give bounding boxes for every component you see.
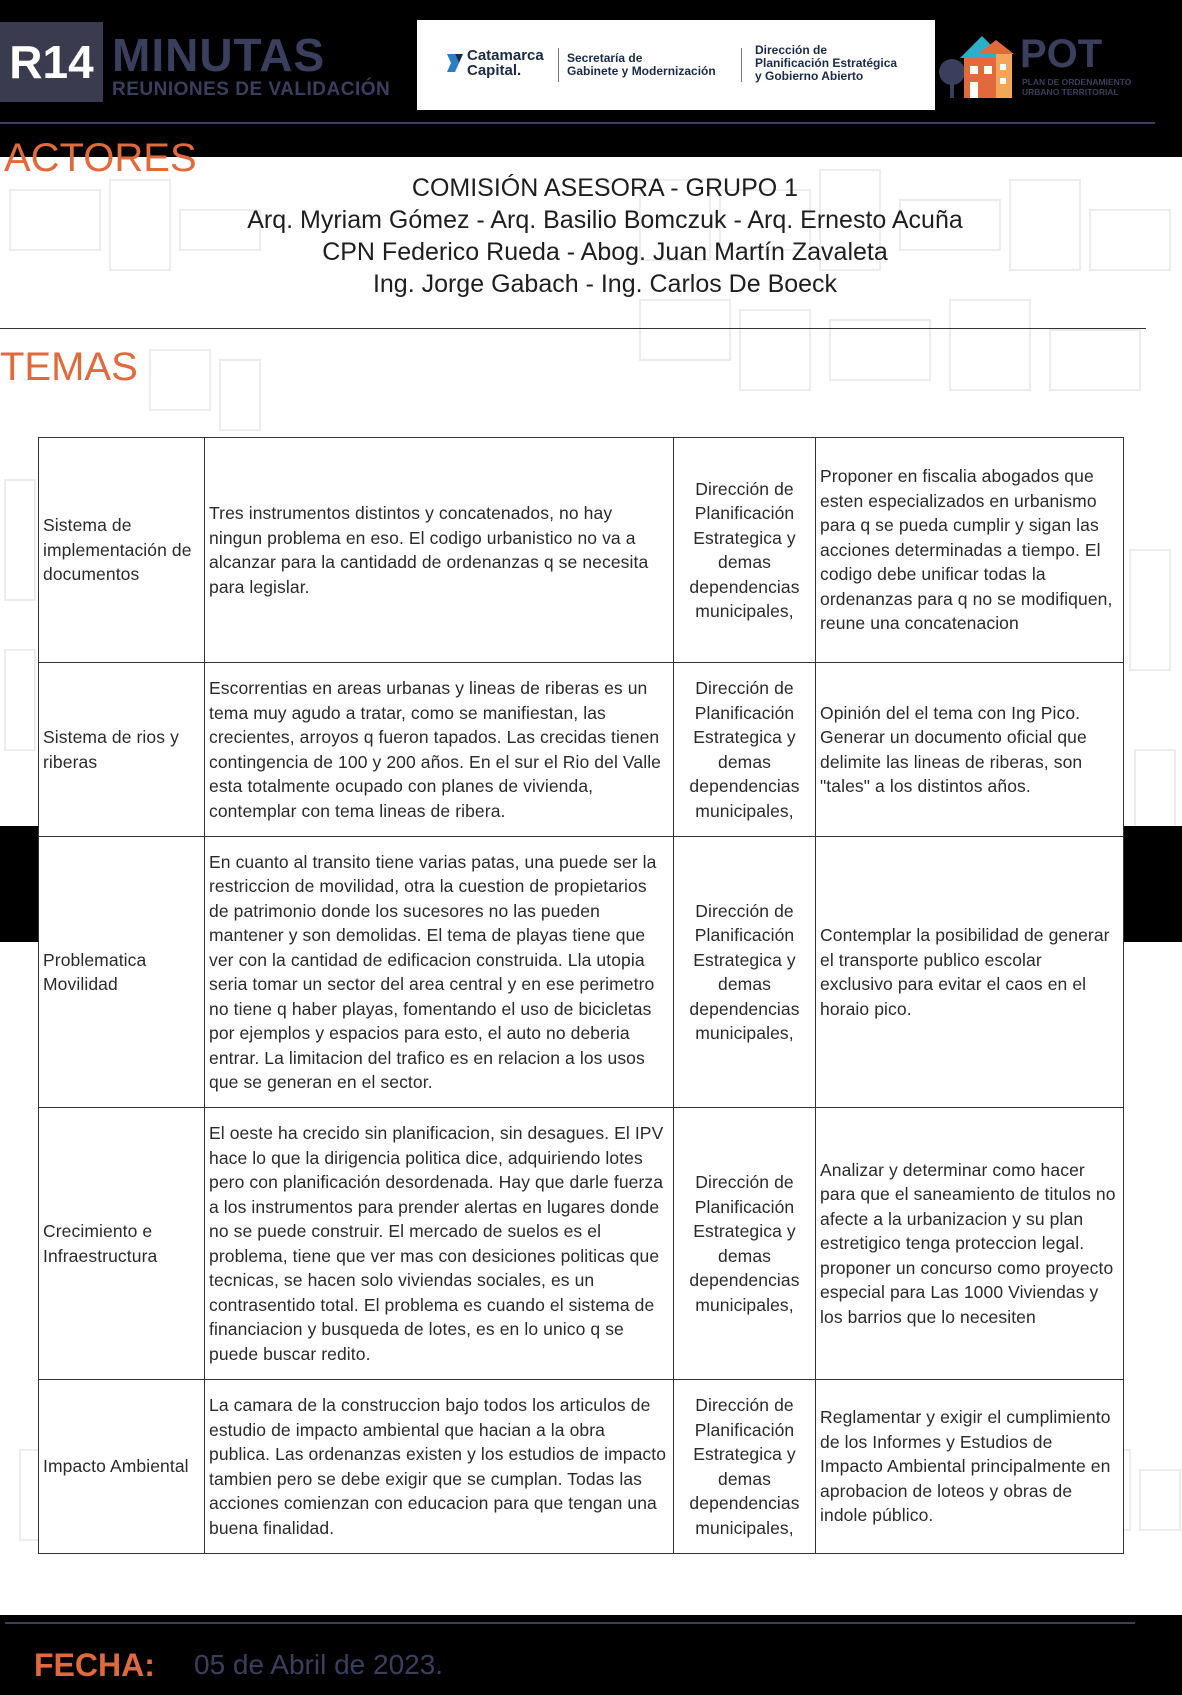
- catamarca-logo-text: Catamarca Capital.: [467, 47, 544, 79]
- responsable-cell: Dirección de Planificación Estrategica y demas dependencias municipales,: [674, 837, 816, 1108]
- pot-house-icon: [938, 28, 1018, 100]
- page-header: [0, 0, 1182, 157]
- tema-cell: Impacto Ambiental: [39, 1380, 205, 1554]
- actores-list: [60, 172, 1150, 300]
- temas-heading: TEMAS: [0, 345, 138, 389]
- descripcion-cell: Tres instrumentos distintos y concatenados, no hay ningun problema en eso. El codigo urbanistico no va a alcanzar para la cantidadd de ordenanzas q se necesita para legislar.: [205, 438, 674, 663]
- direccion-logo-text: Dirección de Planificación Estratégica y Gobierno Abierto: [755, 43, 898, 83]
- page-footer: [0, 1615, 1182, 1695]
- actores-group: COMISIÓN ASESORA - GRUPO 1: [411, 174, 799, 202]
- logo-divider: [558, 48, 559, 82]
- pot-logo-subtitle: PLAN DE ORDENAMIENTO URBANO TERRITORIAL: [1022, 77, 1132, 97]
- table-row: [39, 663, 1124, 837]
- descripcion-cell: En cuanto al transito tiene varias patas, una puede ser la restriccion de movilidad, otra la cuestion de propietarios de patrimonio donde los sucesores no las pueden mantener y son demolidas. El tema de playas tiene que ver con la cantidad de edificacion construida. Lla utopia seria tomar un sector del area central y en ese perimetro no tiene q haber playas, fomentando el uso de bicicletas por ejemplos y espacios para esto, el auto no deberia entrar. La limitacion del trafico es en relacion a los usos que se generan en el sector.: [205, 837, 674, 1108]
- tema-cell: Sistema de rios y riberas: [39, 663, 205, 837]
- table-row: [39, 438, 1124, 663]
- actores-line: Arq. Myriam Gómez - Arq. Basilio Bomczuk - Arq. Ernesto Acuña: [247, 206, 963, 234]
- catamarca-logo-icon: [445, 50, 465, 76]
- responsable-cell: Dirección de Planificación Estrategica y demas dependencias municipales,: [674, 1108, 816, 1380]
- side-tab-left: [0, 826, 38, 942]
- actores-heading: ACTORES: [4, 136, 197, 180]
- descripcion-cell: La camara de la construccion bajo todos los articulos de estudio de impacto ambiental que hacian a la obra publica. Las ordenanzas existen y los estudios de impacto tambien pero se debe exigir que se cumplan. Todas las acciones comienzan con educacion para que tengan una buena finalidad.: [205, 1380, 674, 1554]
- fecha-value: 05 de Abril de 2023.: [194, 1649, 444, 1680]
- institutional-logos: [417, 20, 935, 110]
- propuesta-cell: Opinión del el tema con Ing Pico. Generar un documento oficial que delimite las lineas de riberas, son "tales" a los distintos años.: [816, 663, 1124, 837]
- pot-logo-title: POT: [1020, 32, 1103, 76]
- responsable-cell: Dirección de Planificación Estrategica y demas dependencias municipales,: [674, 438, 816, 663]
- tema-cell: Sistema de implementación de documentos: [39, 438, 205, 663]
- side-tab-right: [1124, 826, 1182, 942]
- actores-line: CPN Federico Rueda - Abog. Juan Martín Zavaleta: [322, 238, 888, 266]
- tema-cell: Crecimiento e Infraestructura: [39, 1108, 205, 1380]
- header-divider: [0, 122, 1155, 124]
- fecha-label: FECHA:: [34, 1647, 155, 1683]
- table-row: [39, 837, 1124, 1108]
- document-code: R14: [0, 22, 103, 102]
- document-subtitle: REUNIONES DE VALIDACIÓN: [112, 79, 391, 100]
- footer-divider: [5, 1622, 1135, 1624]
- propuesta-cell: Contemplar la posibilidad de generar el transporte publico escolar exclusivo para evitar el caos en el horaio pico.: [816, 837, 1124, 1108]
- document-title: MINUTAS: [112, 29, 326, 81]
- tema-cell: Problematica Movilidad: [39, 837, 205, 1108]
- propuesta-cell: Reglamentar y exigir el cumplimiento de los Informes y Estudios de Impacto Ambiental principalmente en aprobacion de loteos y obras de indole público.: [816, 1380, 1124, 1554]
- responsable-cell: Dirección de Planificación Estrategica y demas dependencias municipales,: [674, 1380, 816, 1554]
- propuesta-cell: Proponer en fiscalia abogados que esten especializados en urbanismo para q se pueda cumplir y sigan las acciones determinadas a tiempo. El codigo debe unificar todas la ordenanzas para q no se modifiquen, reune una concatenacion: [816, 438, 1124, 663]
- secretaria-logo-text: Secretaría de Gabinete y Modernización: [567, 51, 716, 78]
- table-row: [39, 1108, 1124, 1380]
- propuesta-cell: Analizar y determinar como hacer para que el saneamiento de titulos no afecte a la urbanizacion y su plan estretigico tenga proteccion legal. proponer un concurso como proyecto especial para Las 1000 Viviendas y los barrios que lo necesiten: [816, 1108, 1124, 1380]
- logo-divider: [741, 48, 742, 82]
- temas-table: [38, 437, 1124, 1554]
- descripcion-cell: El oeste ha crecido sin planificacion, sin desagues. El IPV hace lo que la dirigencia politica dice, adquiriendo lotes pero con planificación desordenada. Hay que darle fuerza a los instrumentos para prender alertas en lugares donde no se puede construir. El mercado de suelos es el problema, tiene que ver mas con desiciones politicas que tecnicas, se hacen solo viviendas sociales, es un contrasentido total. El problema es cuando el sistema de financiacion y busqueda de lotes, es en lo unico q se puede buscar redito.: [205, 1108, 674, 1380]
- descripcion-cell: Escorrentias en areas urbanas y lineas de riberas es un tema muy agudo a tratar, como se manifiestan, las crecientes, arroyos q fueron tapados. Las crecidas tienen contingencia de 100 y 200 años. En el sur el Rio del Valle esta totalmente ocupado con planes de vivienda, contemplar con tema lineas de ribera.: [205, 663, 674, 837]
- section-divider: [0, 328, 1146, 329]
- responsable-cell: Dirección de Planificación Estrategica y demas dependencias municipales,: [674, 663, 816, 837]
- table-row: [39, 1380, 1124, 1554]
- actores-line: Ing. Jorge Gabach - Ing. Carlos De Boeck: [372, 270, 838, 298]
